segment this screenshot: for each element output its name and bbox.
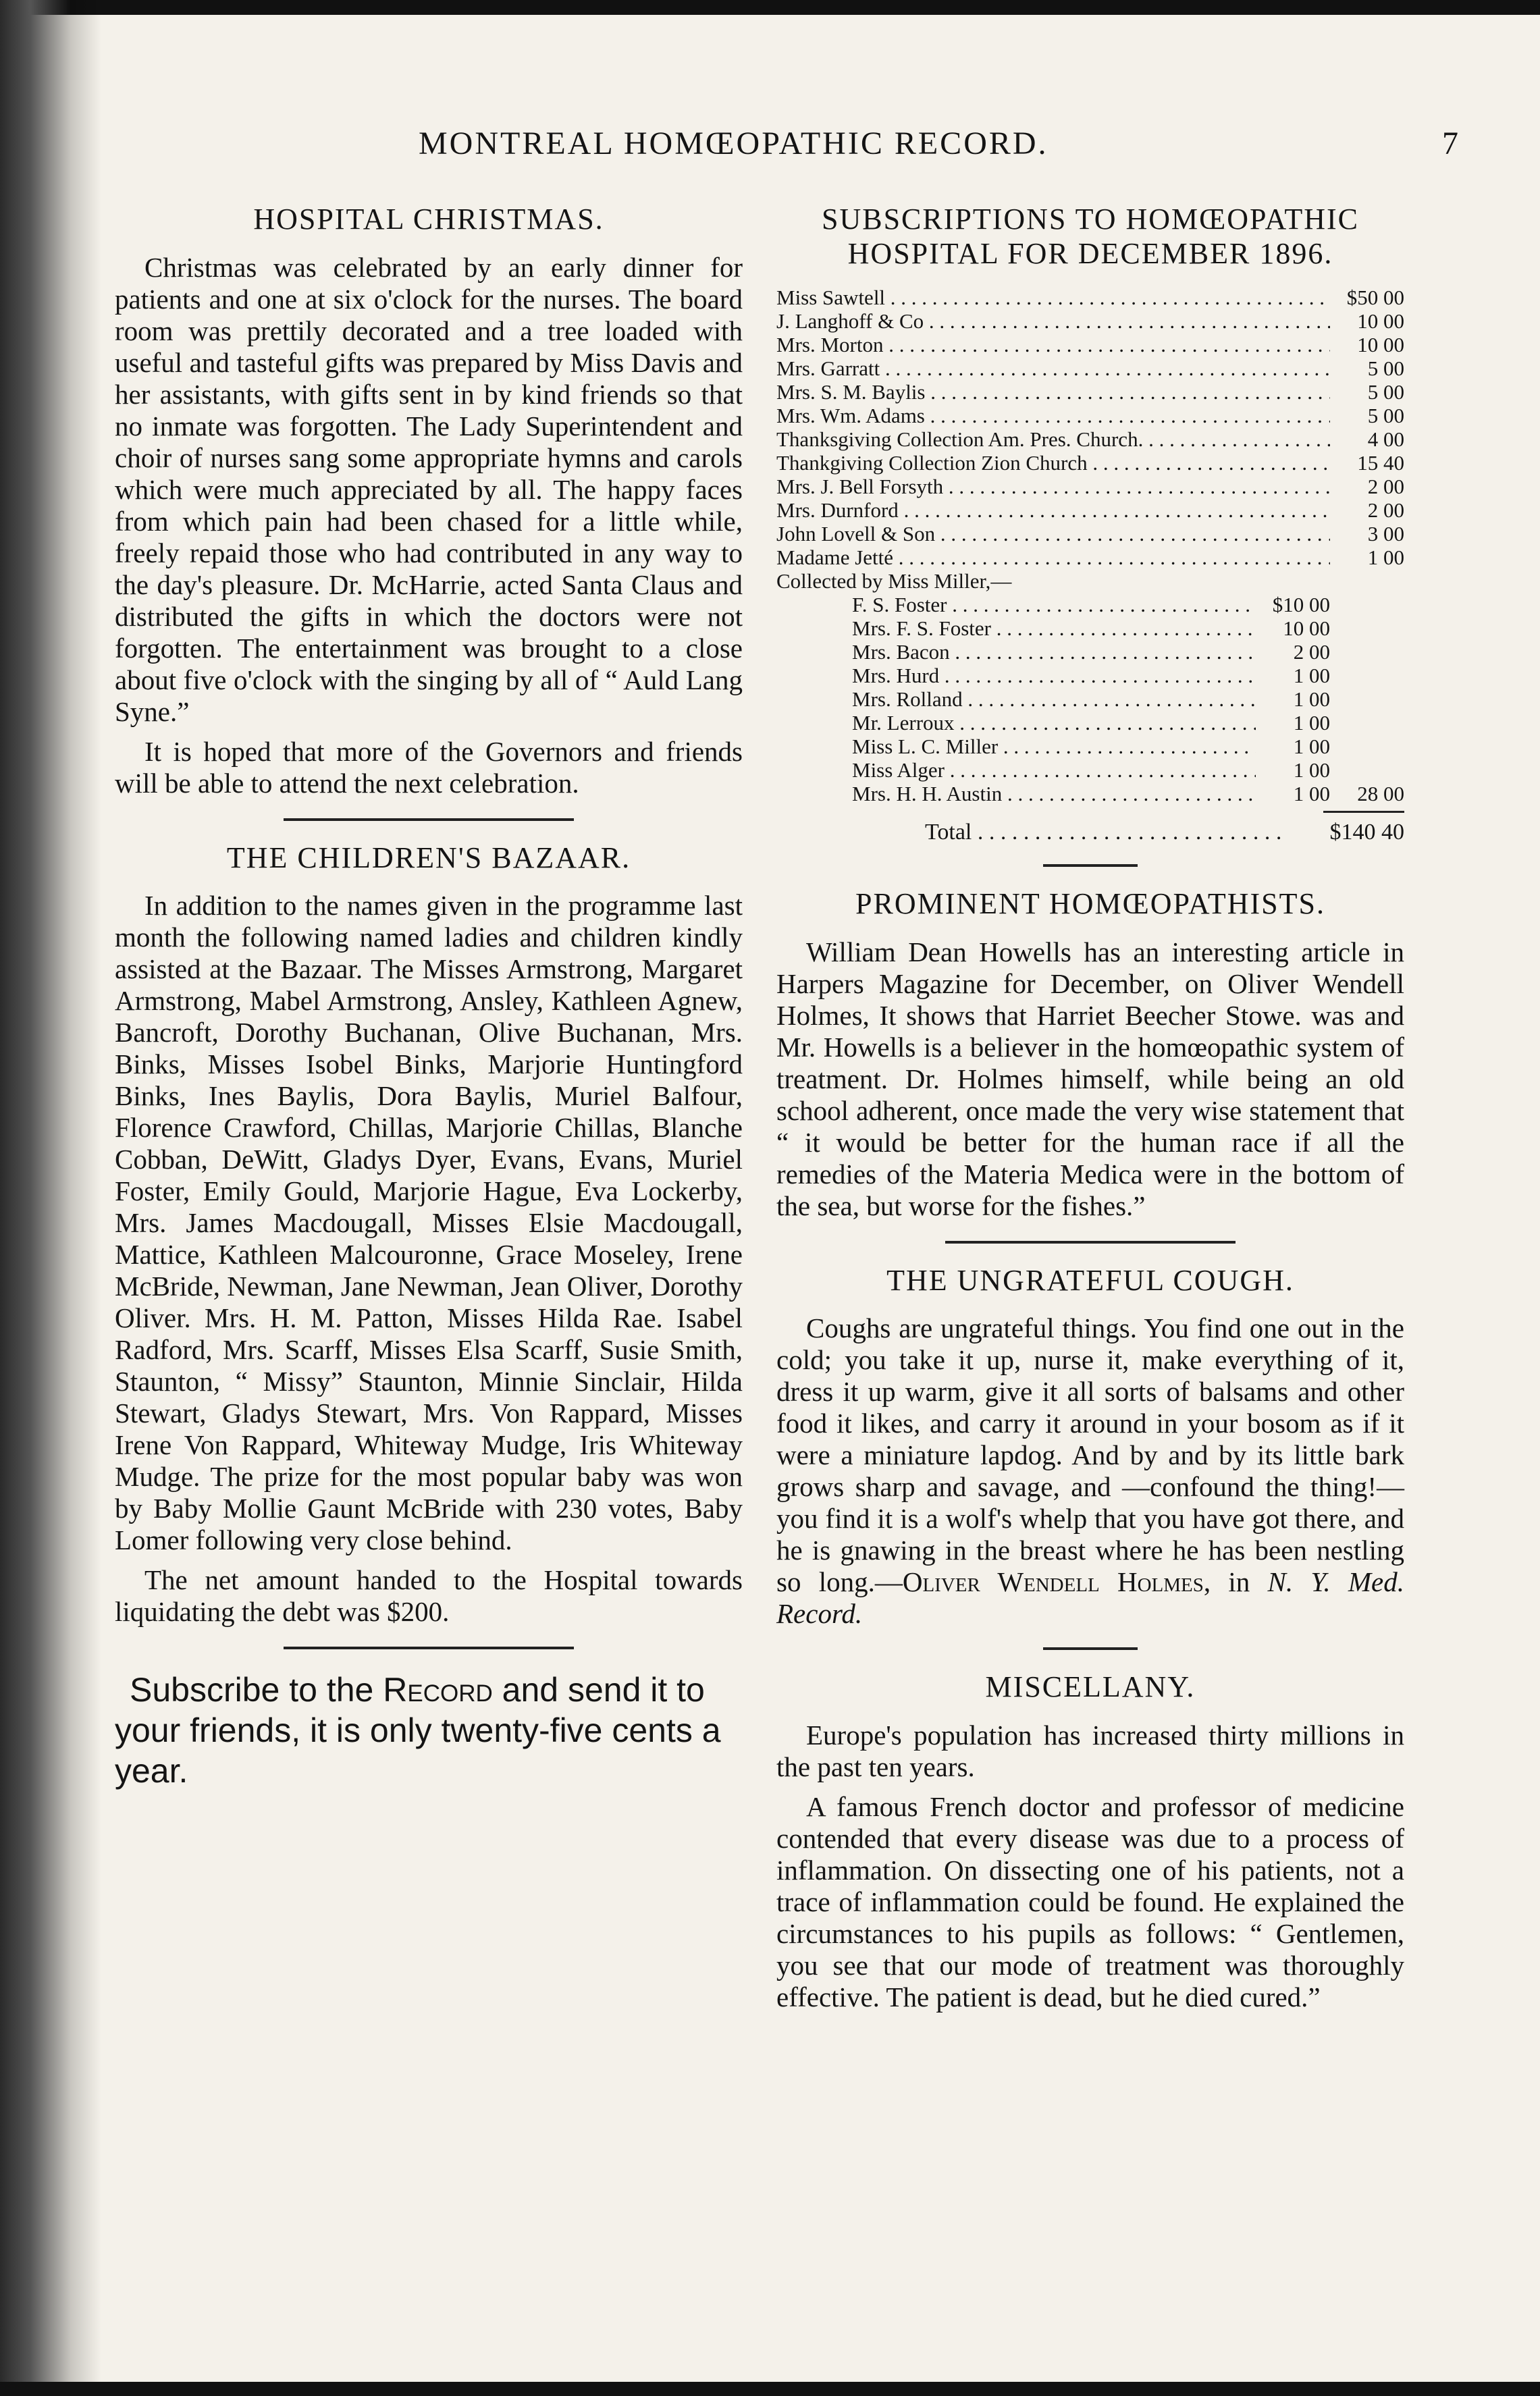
subscriber-name: Mrs. Durnford . . . xyxy=(776,498,1330,522)
subscription-row xyxy=(776,522,1404,545)
collected-by-label xyxy=(776,569,1404,593)
collected-row xyxy=(776,735,1404,758)
subscribe-text: and send it to your friends, it is only twenty-five cents a year. xyxy=(115,1671,721,1790)
collected-row xyxy=(776,782,1404,805)
subscription-amount: $10 00 xyxy=(1272,593,1330,617)
childrens-bazaar-article xyxy=(115,841,743,1628)
collected-subtotal: 28 00 xyxy=(1357,782,1404,806)
section-divider xyxy=(1043,864,1138,867)
article-heading: THE UNGRATEFUL COUGH. xyxy=(886,1263,1294,1297)
sum-rule xyxy=(1323,811,1404,813)
subscriber-name: Mrs. F. S. Foster . . . xyxy=(852,616,1256,640)
subscription-row xyxy=(776,427,1404,451)
total-row xyxy=(776,818,1404,847)
subscription-row xyxy=(776,451,1404,475)
subscriber-name: Thankgiving Collection Zion Church . . . xyxy=(776,451,1330,475)
subscriber-name: Mrs. H. H. Austin . . . xyxy=(852,782,1256,805)
article-paragraph xyxy=(776,1312,1404,1630)
collected-row xyxy=(776,758,1404,782)
subscriber-name: Miss Sawtell . . . xyxy=(776,286,1330,309)
subscription-amount: 5 00 xyxy=(1367,380,1404,404)
subscriber-name: Mrs. Wm. Adams . . . xyxy=(776,404,1330,427)
article-heading: MISCELLANY. xyxy=(985,1670,1196,1704)
subscriber-name: Mrs. Garratt . . . xyxy=(776,356,1330,380)
article-paragraph: It is hoped that more of the Governors and friends will be able to attend the next celebration. xyxy=(115,735,743,799)
subscription-row xyxy=(776,475,1404,498)
subscriber-name: F. S. Foster . . . xyxy=(852,593,1256,616)
record-name: Record xyxy=(383,1671,493,1709)
article-paragraph: William Dean Howells has an interesting article in Harpers Magazine for December, on Oliver Wendell Holmes, It shows that Harriet Beecher Stowe. was and Mr. Howells is a believer in the homœopathic system of treatment. Dr. Holmes himself, while being an old school adherent, once made the very wise statement that “ it would be better for the human race if all the remedies of the Materia Medica were in the bottom of the sea, but worse for the fishes.” xyxy=(776,936,1404,1221)
subscription-row xyxy=(776,333,1404,356)
section-divider xyxy=(945,1241,1236,1244)
subscription-amount: 1 00 xyxy=(1293,735,1330,759)
subscriber-name: Mrs. Rolland . . . xyxy=(852,687,1256,711)
article-paragraph: The net amount handed to the Hospital towards liquidating the debt was $200. xyxy=(115,1564,743,1628)
subscription-amount: 10 00 xyxy=(1357,309,1404,334)
subscription-amount: 1 00 xyxy=(1293,782,1330,806)
collected-row xyxy=(776,711,1404,735)
subscription-amount: 2 00 xyxy=(1293,640,1330,664)
subscriber-name: Mrs. Hurd . . . xyxy=(852,664,1256,687)
quote-author: Oliver Wendell Holmes xyxy=(902,1566,1204,1598)
subscribe-text: Subscribe to the xyxy=(130,1671,383,1709)
subscriber-name: Thanksgiving Collection Am. Pres. Church. . . . xyxy=(776,427,1330,451)
subscription-row xyxy=(776,380,1404,404)
collected-row xyxy=(776,687,1404,711)
page-number: 7 xyxy=(1442,126,1458,161)
subscription-row xyxy=(776,404,1404,427)
ungrateful-cough-article xyxy=(776,1264,1404,1630)
right-column xyxy=(776,203,1404,2021)
section-divider xyxy=(284,1647,574,1649)
subscription-amount: 5 00 xyxy=(1367,356,1404,381)
subscriber-name: Miss L. C. Miller . . . xyxy=(852,735,1256,758)
scan-binding-shadow xyxy=(0,0,101,2396)
article-paragraph: In addition to the names given in the programme last month the following named ladies and children kindly assisted at the Bazaar. The Misses Armstrong, Margaret Armstrong, Mabel Armstrong, Ansley, Kathleen Agnew, Bancroft, Dorothy Buchanan, Olive Buchanan, Mrs. Binks, Misses Isobel Binks, Marjorie Huntingford Binks, Ines Baylis, Dora Baylis, Muriel Balfour, Florence Crawford, Chillas, Marjorie Chillas, Blanche Cobban, DeWitt, Gladys Dyer, Evans, Evans, Muriel Foster, Emily Gould, Marjorie Hague, Eva Lockerby, Mrs. James Macdougall, Misses Elsie Macdougall, Mattice, Kathleen Malcouronne, Grace Moseley, Irene McBride, Newman, Jane Newman, Jean Oliver, Dorothy Oliver. Mrs. H. M. Patton, Misses Hilda Rae. Isabel Radford, Mrs. Scarff, Misses Elsa Scarff, Susie Smith, Staunton, “ Missy” Staunton, Minnie Sinclair, Hilda Stewart, Gladys Stewart, Mrs. Von Rappard, Misses Irene Von Rappard, Whiteway Mudge, Iris Whiteway Mudge. The prize for the most popular baby was won by Baby Mollie Gaunt McBride with 230 votes, Baby Lomer following very close behind. xyxy=(115,890,743,1556)
subscription-amount: 15 40 xyxy=(1357,451,1404,475)
subscription-row xyxy=(776,498,1404,522)
prominent-homoeopathists-article xyxy=(776,887,1404,1222)
subscription-amount: $50 00 xyxy=(1346,286,1404,310)
subscriber-name: John Lovell & Son . . . xyxy=(776,522,1330,545)
quote-source: N. Y. Med. Record. xyxy=(776,1566,1404,1630)
scan-bottom-border xyxy=(0,2382,1540,2396)
page-header xyxy=(405,125,1458,179)
collected-row xyxy=(776,616,1404,640)
subscriptions-list xyxy=(776,203,1404,847)
subscription-row xyxy=(776,545,1404,569)
subscription-amount: 2 00 xyxy=(1367,475,1404,499)
subscriber-name: Mrs. J. Bell Forsyth . . . xyxy=(776,475,1330,498)
subscription-amount: 2 00 xyxy=(1367,498,1404,523)
article-paragraph: A famous French doctor and professor of medicine contended that every disease was due to a process of inflammation. On dissecting one of his patients, not a trace of inflammation could be found. He explained the circumstances to his pupils as follows: “ Gentlemen, you see that our mode of treatment was thoroughly effective. The patient is dead, but he died cured.” xyxy=(776,1790,1404,2013)
total-amount: $140 40 xyxy=(1329,820,1404,845)
subscription-amount: 1 00 xyxy=(1293,711,1330,735)
collector-label: Collected by Miss Miller,— xyxy=(776,569,1012,593)
article-text: , in xyxy=(1203,1566,1268,1598)
article-text: Coughs are ungrateful things. You find one out in the cold; you take it up, nurse it, make everything of it, dress it up warm, give it all sorts of balsams and other food it likes, and carry it around in your bosom as if it were a miniature lapdog. And by and by its little bark grows sharp and savage, and —confound the thing!—you find it is a wolf's whelp that you have got there, and he is gnawing in the breast where he has been nestling so long.— xyxy=(776,1312,1404,1598)
section-divider xyxy=(284,818,574,821)
article-heading: PROMINENT HOMŒOPATHISTS. xyxy=(855,887,1325,921)
subscriber-name: J. Langhoff & Co . . . xyxy=(776,309,1330,333)
subscriber-name: Madame Jetté . . . xyxy=(776,545,1330,569)
left-column xyxy=(115,203,743,1799)
subscription-amount: 1 00 xyxy=(1293,664,1330,688)
subscription-amount: 3 00 xyxy=(1367,522,1404,546)
subscription-amount: 4 00 xyxy=(1367,427,1404,452)
subscribe-notice xyxy=(115,1670,743,1791)
hospital-christmas-article xyxy=(115,203,743,799)
subscriber-name: Mrs. S. M. Baylis . . . xyxy=(776,380,1330,404)
subscription-amount: 1 00 xyxy=(1293,687,1330,712)
subscription-amount: 1 00 xyxy=(1293,758,1330,782)
collected-row xyxy=(776,664,1404,687)
subscriber-name: Mrs. Bacon . . . xyxy=(852,640,1256,664)
section-divider xyxy=(1043,1647,1138,1650)
collected-row xyxy=(776,593,1404,616)
subscriber-name: Mr. Lerroux . . . xyxy=(852,711,1256,735)
article-heading: THE CHILDREN'S BAZAAR. xyxy=(226,841,631,874)
running-title: MONTREAL HOMŒOPATHIC RECORD. xyxy=(419,126,1048,161)
subscriber-name: Mrs. Morton . . . xyxy=(776,333,1330,356)
subscription-row xyxy=(776,309,1404,333)
article-paragraph: Christmas was celebrated by an early dinner for patients and one at six o'clock for the nurses. The board room was prettily decorated and a tree loaded with useful and tasteful gifts was prepared by Miss Davis and her assistants, with gifts sent in by kind friends so that no inmate was forgotten. The Lady Superintendent and choir of nurses sang some appropriate hymns and carols which were much appreciated by all. The happy faces from which pain had been chased for a little while, freely repaid those who had contributed in any way to the day's pleasure. Dr. McHarrie, acted Santa Claus and distributed the gifts in which the doctors were not forgotten. The entertainment was brought to a close about five o'clock with the singing by all of “ Auld Lang Syne.” xyxy=(115,251,743,727)
article-paragraph: Europe's population has increased thirty millions in the past ten years. xyxy=(776,1719,1404,1782)
miscellany-article xyxy=(776,1670,1404,2013)
subscriptions-heading: SUBSCRIPTIONS TO HOMŒOPATHIC HOSPITAL FOR DECEMBER 1896. xyxy=(821,203,1360,270)
subscription-row xyxy=(776,286,1404,309)
subscription-amount: 5 00 xyxy=(1367,404,1404,428)
scan-top-border xyxy=(0,0,1540,15)
total-label: Total . . . xyxy=(776,818,1283,847)
subscriber-name: Miss Alger . . . xyxy=(852,758,1256,782)
subscription-row xyxy=(776,356,1404,380)
subscription-table xyxy=(776,286,1404,847)
subscription-amount: 10 00 xyxy=(1357,333,1404,357)
subscription-amount: 1 00 xyxy=(1367,545,1404,570)
article-heading: HOSPITAL CHRISTMAS. xyxy=(253,203,604,236)
collected-row xyxy=(776,640,1404,664)
subscription-amount: 10 00 xyxy=(1283,616,1330,641)
